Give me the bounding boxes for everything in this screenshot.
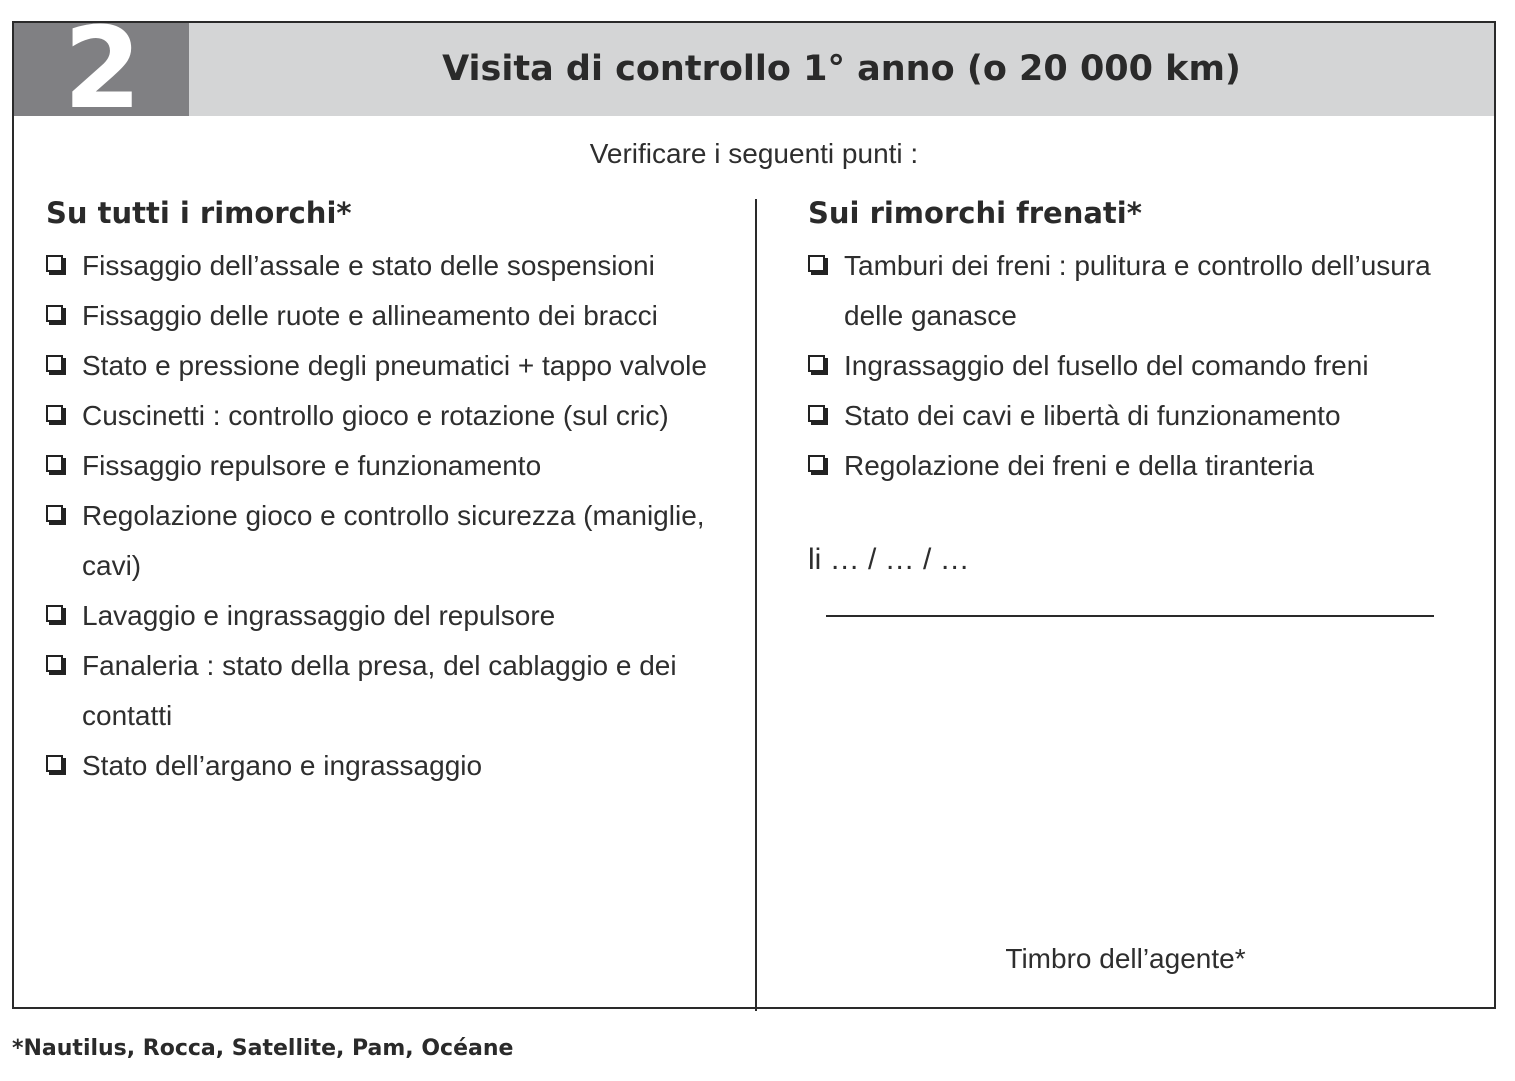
checklist-item-label: Lavaggio e ingrassaggio del repulsore bbox=[82, 600, 556, 631]
checklist-item-label: Ingrassaggio del fusello del comando freni bbox=[844, 350, 1369, 381]
checklist-item-label: Stato dei cavi e libertà di funzionamento bbox=[844, 400, 1341, 431]
checkbox[interactable] bbox=[46, 655, 63, 672]
checkbox[interactable] bbox=[808, 455, 825, 472]
checklist-item bbox=[46, 341, 746, 391]
checklist-item bbox=[46, 591, 746, 641]
date-field: li … / … / … bbox=[808, 543, 970, 576]
checkbox[interactable] bbox=[46, 355, 63, 372]
signature-line bbox=[826, 615, 1434, 617]
checklist-item-label: Cuscinetti : controllo gioco e rotazione (sul cric) bbox=[82, 400, 669, 431]
checklist-item bbox=[46, 241, 746, 291]
left-column bbox=[46, 195, 746, 791]
column-divider bbox=[755, 199, 757, 1011]
step-number-box bbox=[14, 4, 189, 134]
checkbox[interactable] bbox=[46, 755, 63, 772]
checklist-item bbox=[46, 741, 746, 791]
checklist-item bbox=[46, 491, 746, 591]
checkbox[interactable] bbox=[46, 255, 63, 272]
checklist-item-label: Regolazione dei freni e della tiranteria bbox=[844, 450, 1315, 481]
step-number: 2 bbox=[63, 4, 140, 134]
checkbox[interactable] bbox=[808, 405, 825, 422]
checklist-item bbox=[808, 391, 1448, 441]
footnote: *Nautilus, Rocca, Satellite, Pam, Océane bbox=[12, 1036, 514, 1061]
checkbox[interactable] bbox=[808, 255, 825, 272]
checklist-item bbox=[46, 291, 746, 341]
checkbox[interactable] bbox=[46, 605, 63, 622]
checklist-item bbox=[46, 391, 746, 441]
card-title: Visita di controllo 1° anno (o 20 000 km) bbox=[442, 49, 1241, 89]
checklist-item-label: Fanaleria : stato della presa, del cablaggio e dei contatti bbox=[82, 650, 677, 731]
checklist-item bbox=[808, 241, 1448, 341]
checklist-item bbox=[46, 641, 746, 741]
checklist-item-label: Stato e pressione degli pneumatici + tappo valvole bbox=[82, 350, 707, 381]
checklist-item-label: Fissaggio delle ruote e allineamento dei bracci bbox=[82, 300, 658, 331]
intro-text: Verificare i seguenti punti : bbox=[589, 138, 919, 169]
left-column-heading: Su tutti i rimorchi* bbox=[46, 196, 352, 230]
agent-stamp-label: Timbro dell’agente* bbox=[1005, 943, 1246, 974]
checklist-item-label: Fissaggio repulsore e funzionamento bbox=[82, 450, 542, 481]
checklist-item bbox=[808, 341, 1448, 391]
checklist-item-label: Tamburi dei freni : pulitura e controllo dell’usura delle ganasce bbox=[844, 250, 1431, 331]
checklist-item-label: Regolazione gioco e controllo sicurezza (maniglie, cavi) bbox=[82, 500, 705, 581]
checklist-item bbox=[46, 441, 746, 491]
left-checklist bbox=[46, 241, 746, 791]
right-checklist bbox=[808, 241, 1448, 491]
checklist-item-label: Fissaggio dell’assale e stato delle sospensioni bbox=[82, 250, 655, 281]
checkbox[interactable] bbox=[46, 305, 63, 322]
checkbox[interactable] bbox=[808, 355, 825, 372]
card-header bbox=[14, 4, 1494, 134]
checkbox[interactable] bbox=[46, 405, 63, 422]
checklist-item-label: Stato dell’argano e ingrassaggio bbox=[82, 750, 483, 781]
checkbox[interactable] bbox=[46, 505, 63, 522]
service-card bbox=[12, 4, 1496, 1009]
checklist-item bbox=[808, 441, 1448, 491]
checkbox[interactable] bbox=[46, 455, 63, 472]
right-column bbox=[808, 195, 1448, 491]
right-column-heading: Sui rimorchi frenati* bbox=[808, 196, 1142, 230]
